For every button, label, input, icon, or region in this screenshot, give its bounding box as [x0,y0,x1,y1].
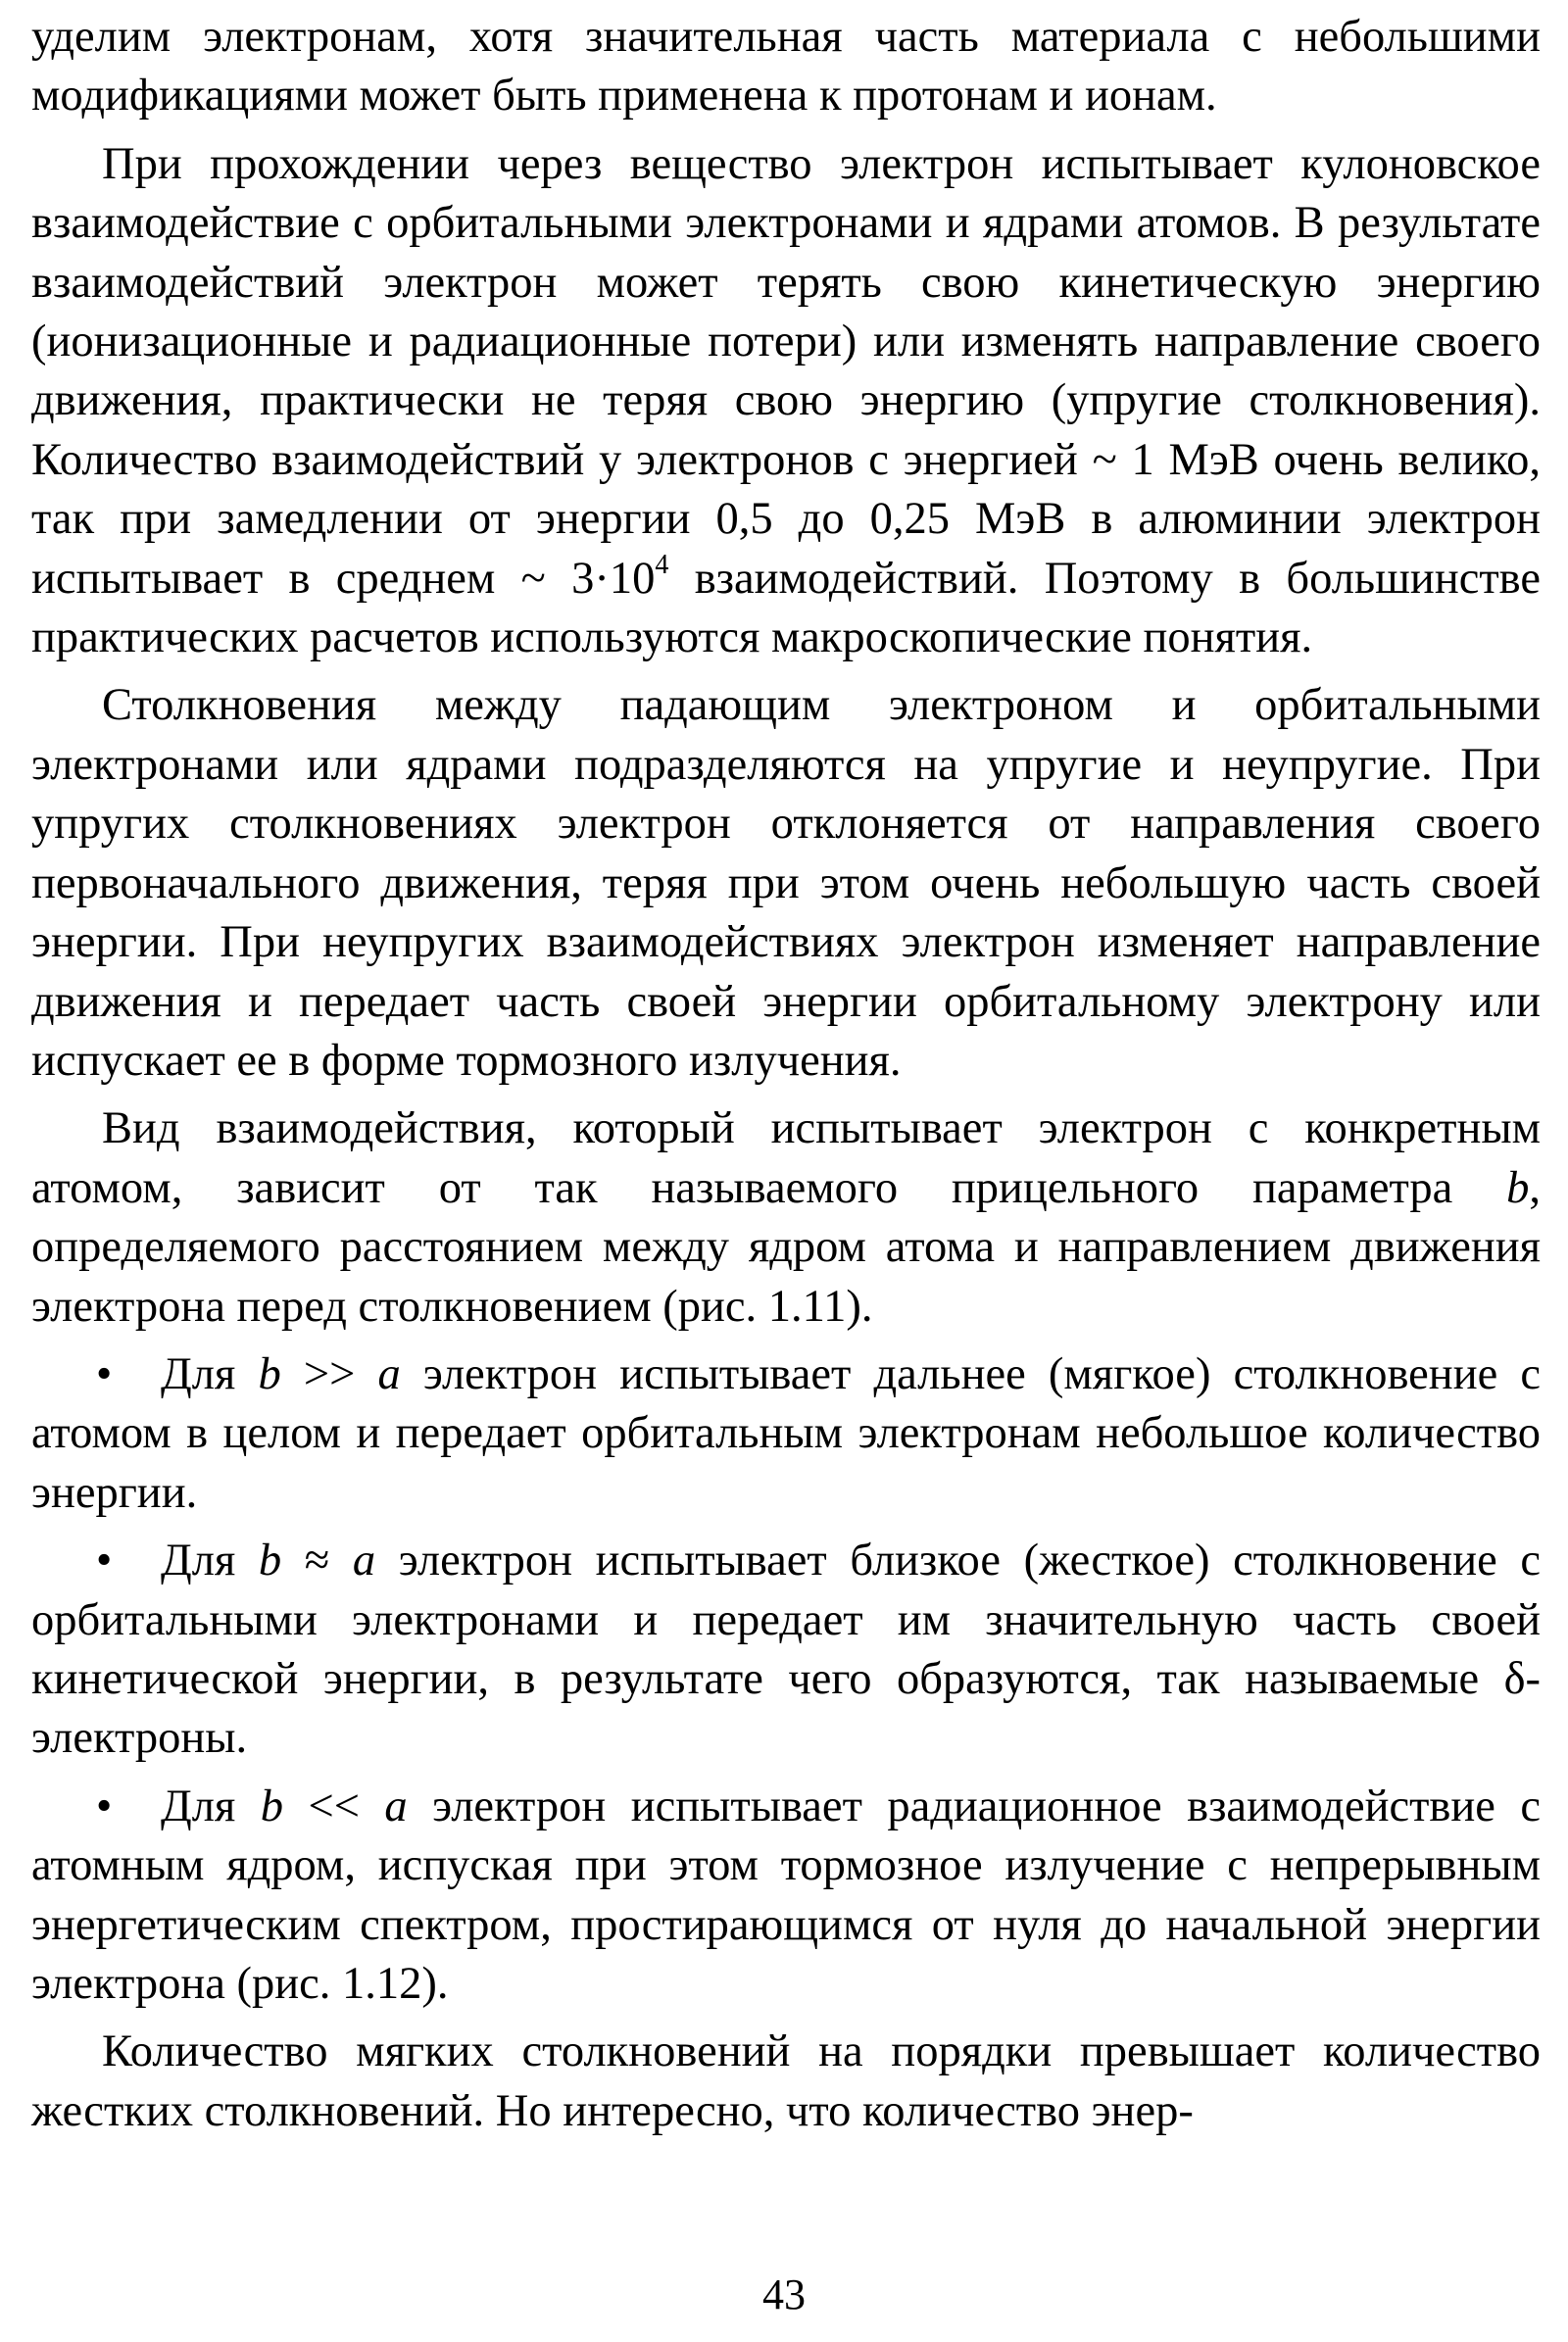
variable-a: a [352,1536,376,1586]
paragraph-coulomb-interaction [31,135,1541,668]
variable-b: b [1506,1162,1530,1213]
paragraph-impact-parameter [31,1099,1541,1337]
bullet-icon: • [96,1536,113,1586]
paragraph-text: взаимодействий. Поэтому в большинстве практических расчетов используются макроскопические понятия. [31,553,1541,663]
variable-b: b [258,1348,281,1399]
bullet-prefix: Для [161,1348,259,1399]
paragraph-text: , определяемого расстоянием между ядром атома и направлением движения электрона перед столкновением (рис. 1.11). [31,1162,1541,1332]
exponent: 4 [655,549,669,580]
paragraph-text: Вид взаимодействия, который испытывает электрон с конкретным атомом, зависит от так называемого прицельного параметра [31,1103,1541,1213]
bullet-item-hard-collision [31,1532,1541,1769]
variable-b: b [260,1781,284,1831]
paragraph-text: При прохождении через вещество электрон испытывает кулоновское взаимодействие с орбитальными электронами и ядрами атомов. В результате взаимодействий электрон может терять свою кинетическую энергию (ионизационные и радиационные потери) или изменять направление своего движения, практически не теряя свою энергию (упругие столкновения). Количество взаимодействий у электронов с энергией ~ 1 МэВ очень велико, так при замедлении от энергии 0,5 до 0,25 МэВ в алюминии электрон испытывает в среднем ~ 3·10 [31,138,1541,604]
bullet-prefix: Для [161,1536,259,1586]
relation-symbol: ≈ [281,1536,353,1586]
bullet-icon: • [96,1781,113,1831]
bullet-item-radiative-interaction [31,1778,1541,2015]
variable-b: b [258,1536,282,1586]
bullet-text: электрон испытывает дальнее (мягкое) столкновение с атомом в целом и передает орбитальным электронам небольшое количество энергии. [31,1348,1541,1518]
variable-a: a [384,1781,408,1831]
bullet-prefix: Для [161,1781,261,1831]
relation-symbol: << [283,1781,385,1831]
bullet-icon: • [96,1348,113,1399]
bullet-text: электрон испытывает радиационное взаимодействие с атомным ядром, испуская при этом тормозное излучение с непрерывным энергетическим спектром, простирающимся от нуля до начальной энергии электрона (рис. 1.12). [31,1781,1542,2009]
page-number: 43 [762,2270,806,2318]
paragraph-collision-counts: Количество мягких столкновений на порядки превышает количество жестких столкновений. Но интересно, что количество энер- [31,2026,1541,2136]
paragraph-collisions: Столкновения между падающим электроном и орбитальными электронами или ядрами подразделяются на упругие и неупругие. При упругих столкновениях электрон отклоняется от направления своего первоначального движения, теряя при этом очень небольшую часть своей энергии. При неупругих взаимодействиях электрон изменяет направление движения и передает часть своей энергии орбитальному электрону или испускает ее в форме тормозного излучения. [31,680,1541,1086]
variable-a: a [377,1348,401,1399]
paragraph-continuation: уделим электронам, хотя значительная часть материала с небольшими модификациями может быть применена к протонам и ионам. [31,12,1541,122]
bullet-text: электрон испытывает близкое (жесткое) столкновение с орбитальными электронами и передает им значительную часть своей кинетической энергии, в результате чего образуются, так называемые δ-электроны. [31,1536,1541,1764]
relation-symbol: >> [280,1348,378,1399]
page-body [31,8,1541,2150]
bullet-item-soft-collision [31,1345,1541,1523]
